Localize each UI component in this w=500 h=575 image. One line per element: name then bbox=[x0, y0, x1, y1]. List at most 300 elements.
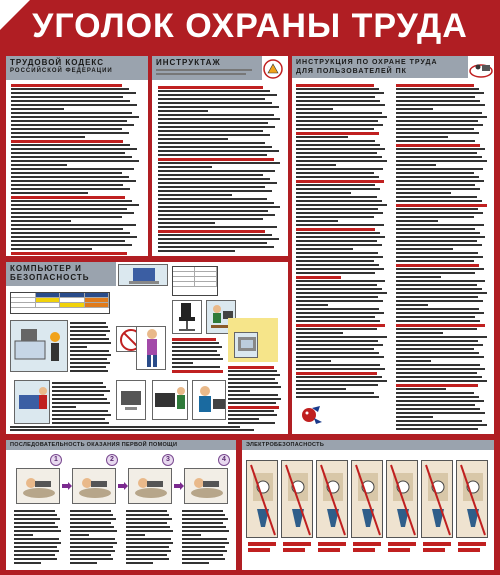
briefing-text bbox=[152, 56, 288, 256]
text-line bbox=[70, 354, 111, 356]
electrical-heading: ЭЛЕКТРОБЕЗОПАСНОСТЬ bbox=[242, 440, 494, 450]
text-line bbox=[228, 374, 280, 376]
text-line bbox=[70, 338, 109, 340]
text-line bbox=[296, 240, 377, 242]
text-line bbox=[296, 128, 374, 130]
text-line bbox=[52, 418, 105, 420]
electrical-photo bbox=[246, 460, 278, 538]
electrical-safety-panel bbox=[242, 440, 494, 570]
text-line bbox=[296, 100, 380, 102]
text-line bbox=[14, 546, 57, 548]
computer-safety-text bbox=[6, 262, 288, 434]
text-line bbox=[396, 204, 487, 207]
text-line bbox=[228, 386, 281, 388]
text-line bbox=[158, 194, 232, 196]
text-line bbox=[296, 352, 379, 354]
text-line bbox=[396, 148, 485, 150]
text-line bbox=[126, 526, 170, 528]
text-line bbox=[158, 214, 275, 216]
step-number: 2 bbox=[106, 454, 118, 466]
text-line bbox=[396, 424, 487, 426]
text-line bbox=[396, 296, 478, 298]
text-line bbox=[158, 162, 280, 164]
photo-caption bbox=[283, 548, 305, 552]
text-line bbox=[158, 102, 272, 104]
electrical-photo bbox=[386, 460, 418, 538]
text-line bbox=[70, 322, 106, 324]
text-line bbox=[172, 362, 193, 364]
text-line bbox=[296, 376, 382, 378]
text-line bbox=[396, 232, 480, 234]
text-line bbox=[11, 92, 136, 94]
text-line bbox=[296, 116, 387, 118]
text-line bbox=[158, 242, 267, 244]
text-line bbox=[296, 140, 375, 142]
text-line bbox=[296, 380, 387, 382]
text-line bbox=[11, 196, 125, 199]
text-line bbox=[182, 514, 225, 516]
text-line bbox=[158, 230, 265, 233]
text-line bbox=[396, 192, 451, 194]
text-line bbox=[396, 392, 474, 394]
text-line bbox=[158, 114, 274, 116]
text-line bbox=[296, 272, 375, 274]
text-line bbox=[14, 514, 57, 516]
text-line bbox=[182, 530, 229, 532]
step-number: 3 bbox=[162, 454, 174, 466]
text-line bbox=[296, 340, 378, 342]
text-line bbox=[396, 336, 487, 338]
photo-caption bbox=[423, 542, 451, 546]
text-line bbox=[52, 406, 76, 408]
text-line bbox=[11, 124, 134, 126]
text-line bbox=[296, 384, 378, 386]
text-line bbox=[396, 368, 485, 370]
text-line bbox=[228, 414, 277, 416]
text-line bbox=[126, 510, 167, 512]
text-line bbox=[11, 188, 130, 190]
briefing-heading-label: ИНСТРУКТАЖ bbox=[156, 58, 221, 67]
text-line bbox=[158, 138, 228, 140]
photo-caption bbox=[353, 542, 381, 546]
text-line bbox=[158, 250, 235, 252]
text-line bbox=[296, 168, 383, 170]
text-line bbox=[70, 346, 87, 348]
text-line bbox=[11, 136, 85, 138]
photo-caption bbox=[388, 542, 416, 546]
photo-caption bbox=[248, 542, 276, 546]
photo-caption bbox=[423, 548, 445, 552]
text-line bbox=[296, 152, 377, 154]
text-line bbox=[396, 384, 478, 387]
text-line bbox=[158, 222, 215, 224]
text-line bbox=[14, 530, 61, 532]
photo-caption bbox=[283, 542, 311, 546]
text-line bbox=[296, 208, 378, 210]
text-line bbox=[396, 348, 474, 350]
text-line bbox=[182, 554, 223, 556]
text-line bbox=[70, 554, 111, 556]
instruction-text bbox=[292, 56, 494, 434]
text-line bbox=[296, 332, 343, 334]
text-line bbox=[296, 196, 377, 198]
text-line bbox=[11, 100, 130, 102]
text-line bbox=[296, 132, 379, 135]
text-line bbox=[52, 382, 103, 384]
text-line bbox=[126, 514, 169, 516]
text-line bbox=[396, 84, 474, 87]
text-line bbox=[11, 140, 123, 143]
text-line bbox=[126, 542, 173, 544]
text-line bbox=[228, 390, 250, 392]
text-line bbox=[126, 534, 145, 536]
text-line bbox=[396, 428, 478, 430]
electrical-photo bbox=[281, 460, 313, 538]
text-line bbox=[396, 208, 478, 210]
text-line bbox=[126, 522, 167, 524]
text-line bbox=[182, 526, 226, 528]
text-line bbox=[296, 280, 385, 282]
text-line bbox=[126, 554, 167, 556]
text-line bbox=[70, 366, 106, 368]
text-line bbox=[126, 530, 173, 532]
text-line bbox=[70, 362, 110, 364]
text-line bbox=[396, 124, 483, 126]
text-line bbox=[396, 156, 482, 158]
text-line bbox=[396, 136, 448, 138]
text-line bbox=[70, 526, 114, 528]
text-line bbox=[296, 296, 378, 298]
text-line bbox=[172, 358, 223, 360]
text-line bbox=[158, 130, 263, 132]
text-line bbox=[14, 550, 59, 552]
text-line bbox=[158, 182, 277, 184]
text-line bbox=[396, 412, 485, 414]
text-line bbox=[296, 252, 378, 254]
text-line bbox=[70, 542, 117, 544]
text-line bbox=[396, 108, 433, 110]
text-line bbox=[158, 246, 274, 248]
text-line bbox=[396, 224, 484, 226]
text-line bbox=[10, 429, 254, 431]
text-line bbox=[70, 530, 117, 532]
text-line bbox=[158, 126, 275, 128]
text-line bbox=[296, 372, 377, 375]
text-line bbox=[172, 342, 219, 344]
text-line bbox=[11, 128, 122, 130]
text-line bbox=[396, 268, 484, 270]
text-line bbox=[11, 88, 129, 90]
text-line bbox=[396, 160, 487, 162]
text-line bbox=[296, 88, 379, 90]
text-line bbox=[70, 326, 108, 328]
text-line bbox=[296, 328, 377, 330]
text-line bbox=[70, 370, 108, 372]
text-line bbox=[11, 132, 129, 134]
text-line bbox=[11, 252, 127, 255]
text-line bbox=[396, 356, 484, 358]
text-line bbox=[296, 344, 383, 346]
text-line bbox=[396, 152, 477, 154]
text-line bbox=[14, 558, 57, 560]
text-line bbox=[296, 192, 351, 194]
text-line bbox=[158, 218, 263, 220]
text-line bbox=[296, 360, 331, 362]
text-line bbox=[158, 186, 265, 188]
text-line bbox=[52, 398, 107, 400]
photo-caption bbox=[458, 542, 486, 546]
text-line bbox=[182, 558, 225, 560]
text-line bbox=[52, 414, 111, 416]
text-line bbox=[11, 216, 122, 218]
text-line bbox=[296, 356, 384, 358]
text-line bbox=[396, 168, 483, 170]
text-line bbox=[396, 320, 480, 322]
text-line bbox=[396, 212, 483, 214]
board-title: УГОЛОК ОХРАНЫ ТРУДА bbox=[32, 7, 468, 45]
text-line bbox=[296, 264, 379, 266]
instruction-heading-line1: ИНСТРУКЦИЯ ПО ОХРАНЕ ТРУДА bbox=[296, 59, 438, 66]
text-line bbox=[70, 342, 111, 344]
electrical-photo bbox=[316, 460, 348, 538]
text-line bbox=[396, 116, 487, 118]
text-line bbox=[70, 546, 113, 548]
text-line bbox=[296, 284, 377, 286]
text-line bbox=[296, 256, 383, 258]
text-line bbox=[158, 142, 265, 144]
text-line bbox=[396, 416, 433, 418]
text-line bbox=[228, 370, 277, 372]
text-line bbox=[296, 176, 379, 178]
text-line bbox=[396, 172, 474, 174]
text-line bbox=[396, 280, 485, 282]
text-line bbox=[296, 112, 382, 114]
text-line bbox=[396, 184, 475, 186]
text-line bbox=[296, 220, 338, 222]
text-line bbox=[11, 240, 125, 242]
text-line bbox=[14, 542, 61, 544]
text-line bbox=[228, 406, 279, 409]
text-line bbox=[396, 128, 474, 130]
text-line bbox=[182, 546, 225, 548]
text-line bbox=[11, 204, 139, 206]
text-line bbox=[126, 546, 169, 548]
text-line bbox=[158, 150, 279, 152]
text-line bbox=[396, 244, 482, 246]
text-line bbox=[396, 400, 484, 402]
text-line bbox=[296, 368, 385, 370]
text-line bbox=[396, 100, 480, 102]
text-line bbox=[396, 264, 479, 267]
text-line bbox=[158, 206, 280, 208]
text-line bbox=[296, 92, 384, 94]
text-line bbox=[11, 244, 132, 246]
text-line bbox=[14, 526, 58, 528]
text-line bbox=[396, 332, 443, 334]
labor-code-panel bbox=[6, 56, 148, 256]
text-line bbox=[396, 140, 475, 142]
text-line bbox=[158, 198, 267, 200]
first-aid-heading: ПОСЛЕДОВАТЕЛЬНОСТЬ ОКАЗАНИЯ ПЕРВОЙ ПОМОЩИ bbox=[6, 440, 236, 450]
text-line bbox=[182, 538, 227, 540]
text-line bbox=[296, 392, 374, 394]
text-line bbox=[296, 336, 387, 338]
text-line bbox=[11, 228, 123, 230]
text-line bbox=[172, 366, 220, 368]
text-line bbox=[70, 330, 110, 332]
text-line bbox=[182, 510, 223, 512]
text-line bbox=[158, 166, 212, 168]
text-line bbox=[11, 104, 137, 106]
text-line bbox=[70, 522, 111, 524]
labor-code-text bbox=[6, 56, 148, 256]
text-line bbox=[70, 538, 115, 540]
text-line bbox=[396, 216, 474, 218]
text-line bbox=[70, 514, 113, 516]
text-line bbox=[11, 208, 127, 210]
instruction-panel bbox=[292, 56, 494, 434]
text-line bbox=[52, 390, 110, 392]
text-line bbox=[396, 120, 478, 122]
text-line bbox=[396, 112, 482, 114]
text-line bbox=[396, 404, 475, 406]
text-line bbox=[11, 224, 136, 226]
text-line bbox=[11, 144, 130, 146]
text-line bbox=[396, 200, 482, 202]
text-line bbox=[296, 156, 382, 158]
text-line bbox=[158, 118, 280, 120]
text-line bbox=[396, 312, 484, 314]
text-line bbox=[182, 562, 209, 564]
text-line bbox=[296, 224, 384, 226]
text-line bbox=[396, 376, 482, 378]
text-line bbox=[172, 350, 217, 352]
text-line bbox=[172, 354, 220, 356]
text-line bbox=[396, 180, 484, 182]
text-line bbox=[158, 234, 272, 236]
text-line bbox=[158, 94, 277, 96]
text-line bbox=[396, 164, 436, 166]
text-line bbox=[396, 360, 431, 362]
text-line bbox=[396, 352, 479, 354]
text-line bbox=[396, 132, 479, 134]
text-line bbox=[158, 98, 265, 100]
electrical-photo bbox=[421, 460, 453, 538]
text-line bbox=[52, 410, 108, 412]
photo-caption bbox=[318, 548, 340, 552]
text-line bbox=[14, 522, 55, 524]
text-line bbox=[11, 116, 139, 118]
text-line bbox=[11, 96, 123, 98]
text-line bbox=[158, 202, 274, 204]
text-line bbox=[52, 422, 109, 424]
photo-caption bbox=[248, 548, 270, 552]
text-line bbox=[396, 92, 484, 94]
text-line bbox=[396, 256, 483, 258]
text-line bbox=[158, 174, 263, 176]
photo-caption bbox=[318, 542, 346, 546]
text-line bbox=[11, 236, 137, 238]
text-line bbox=[158, 238, 279, 240]
text-line bbox=[14, 534, 33, 536]
text-line bbox=[396, 260, 474, 262]
text-line bbox=[396, 372, 477, 374]
text-line bbox=[182, 550, 227, 552]
text-line bbox=[296, 320, 380, 322]
text-line bbox=[158, 178, 270, 180]
text-line bbox=[126, 538, 171, 540]
text-line bbox=[158, 158, 274, 161]
text-line bbox=[11, 220, 71, 222]
text-line bbox=[14, 510, 55, 512]
text-line bbox=[11, 172, 122, 174]
text-line bbox=[296, 104, 385, 106]
text-line bbox=[228, 410, 274, 412]
text-line bbox=[396, 272, 475, 274]
text-line bbox=[70, 558, 113, 560]
text-line bbox=[158, 146, 272, 148]
text-line bbox=[296, 324, 385, 327]
text-line bbox=[296, 124, 383, 126]
text-line bbox=[296, 300, 383, 302]
text-line bbox=[158, 134, 270, 136]
text-line bbox=[296, 212, 383, 214]
text-line bbox=[10, 426, 240, 428]
text-line bbox=[296, 84, 374, 87]
text-line bbox=[396, 316, 475, 318]
text-line bbox=[70, 518, 116, 520]
text-line bbox=[296, 204, 387, 206]
text-line bbox=[14, 538, 59, 540]
text-line bbox=[158, 226, 277, 228]
text-line bbox=[11, 152, 125, 154]
text-line bbox=[126, 518, 172, 520]
text-line bbox=[182, 542, 229, 544]
text-line bbox=[296, 200, 382, 202]
text-line bbox=[70, 550, 115, 552]
text-line bbox=[11, 180, 136, 182]
text-line bbox=[296, 232, 380, 234]
text-line bbox=[396, 248, 453, 250]
text-line bbox=[11, 120, 127, 122]
text-line bbox=[396, 96, 475, 98]
photo-caption bbox=[353, 548, 375, 552]
step-number: 1 bbox=[50, 454, 62, 466]
electrical-photo bbox=[456, 460, 488, 538]
text-line bbox=[228, 402, 276, 404]
electrical-photo bbox=[351, 460, 383, 538]
text-line bbox=[396, 88, 479, 90]
safety-mascot-icon bbox=[298, 404, 324, 426]
labor-code-heading-line1: ТРУДОВОЙ КОДЕКС bbox=[10, 58, 104, 67]
text-line bbox=[296, 148, 385, 150]
text-line bbox=[14, 518, 60, 520]
text-line bbox=[228, 378, 275, 380]
text-line bbox=[11, 184, 123, 186]
text-line bbox=[70, 562, 97, 564]
text-line bbox=[396, 300, 483, 302]
text-line bbox=[296, 288, 382, 290]
text-line bbox=[296, 228, 375, 231]
text-line bbox=[11, 192, 88, 194]
text-line bbox=[396, 408, 480, 410]
text-line bbox=[158, 190, 272, 192]
text-line bbox=[70, 334, 106, 336]
text-line bbox=[296, 244, 382, 246]
text-line bbox=[296, 96, 375, 98]
first-aid-text bbox=[6, 440, 236, 570]
text-line bbox=[396, 176, 479, 178]
